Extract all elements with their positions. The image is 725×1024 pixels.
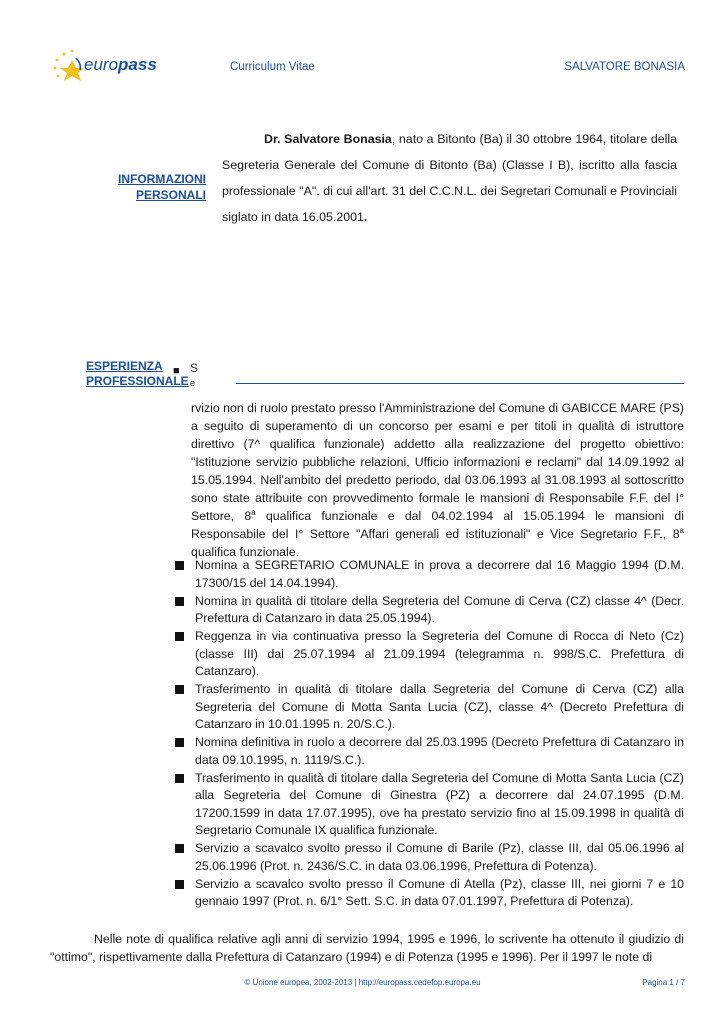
bullet-square-icon: ■: [173, 365, 180, 377]
list-item-text: Servizio a scavalco svolto presso il Comune di Barile (Pz), classe III, dal 05.06.1996 al 25.06.1996 (Prot. n. 2436/S.C. in data 03.06.1996, Prefettura di Potenza).: [195, 841, 684, 873]
logo-stars-icon: [54, 50, 84, 81]
list-item-text: Nomina a SEGRETARIO COMUNALE in prova a decorrere dal 16 Maggio 1994 (D.M. 17300/15 del 14.04.1994).: [195, 558, 684, 590]
item-text: qualifica funzionale e dal 04.02.1994 al 15.05.1994 le mansioni di Responsabile del I° Settore "Affari generali ed istituzionali" e Vice Segretario F.F., 8: [191, 509, 684, 541]
broken-letter: S: [190, 361, 199, 375]
header-person-name: SALVATORE BONASIA: [564, 61, 685, 73]
label-line: PERSONALI: [135, 188, 206, 202]
header-doc-type: Curriculum Vitae: [230, 61, 315, 73]
label-line: INFORMAZIONI: [118, 172, 206, 186]
item-text: rvizio non di ruolo prestato presso l'Amministrazione del Comune di GABICCE MARE (PS) a seguito di superamento di un concorso per esami e per titoli in qualità di istruttore direttivo (7^ qualifica funzionale) addetto alla realizzazione del progetto obiettivo: "Istituzione servizio pubbliche relazioni, Ufficio informazioni e reclami" dal 14.09.1992 al 15.05.1994. Nell'ambito del predetto periodo, dal 03.06.1993 al 31.08.1993 al sottoscritto sono state attribuite con provvedimento formale le mansioni di Responsabile F.F. del I° Settore, 8: [191, 401, 684, 523]
bullet-square-icon: [175, 844, 184, 853]
bullet-square-icon: [175, 880, 184, 889]
bullet-square-icon: [175, 561, 184, 570]
personal-info-paragraph: [222, 126, 677, 230]
list-item: [175, 628, 684, 681]
list-item-text: Nomina definitiva in ruolo a decorrere dal 25.03.1995 (Decreto Prefettura di Catanzaro in data 09.10.1995, n. 1119/S.C.).: [195, 735, 684, 767]
personal-info-text: , nato a Bitonto (Ba) il 30 ottobre 1964, titolare della Segreteria Generale del Comune di Bitonto (Ba) (Classe I B), iscritto alla fascia professionale "A". di cui all'art. 31 del C.C.N.L. dei Segretari Comunali e Provinciali siglato in data 16.05.2001: [222, 132, 677, 224]
section-label-personal-info: [100, 171, 206, 203]
list-item: [175, 770, 684, 840]
experience-list: [175, 557, 684, 911]
bullet-square-icon: [175, 632, 184, 641]
bullet-square-icon: [175, 738, 184, 747]
list-item-text: Servizio a scavalco svolto presso il Comune di Atella (Pz), classe III, nei giorni 7 e 10 gennaio 1997 (Prot. n. 6/1° Sett. S.C. in data 07.01.1997, Prefettura di Potenza).: [195, 876, 684, 908]
section-divider: [236, 383, 684, 384]
broken-letter: e: [190, 378, 196, 388]
footer-copyright[interactable]: © Unione europea, 2002-2013 | http://europass.cedefop.europa.eu: [244, 978, 481, 987]
experience-first-item: [191, 399, 684, 561]
list-item: [175, 593, 684, 628]
bullet-square-icon: [175, 597, 184, 606]
logo-wordmark: europass: [84, 55, 157, 74]
list-item-text: Trasferimento in qualità di titolare dalla Segreteria del Comune di Motta Santa Lucia (CZ) alla Segreteria del Comune di Ginestra (PZ) a decorrere dal 24.07.1995 (D.M. 17200.1599 in data 17.07.1995), ove ha prestato servizio fino al 15.09.1998 in qualità di Segretario Comunale IX qualifica funzionale.: [195, 770, 684, 837]
bullet-square-icon: [175, 685, 184, 694]
person-full-name: Dr. Salvatore Bonasia: [264, 132, 392, 146]
label-line: ESPERIENZA: [86, 359, 163, 373]
superscript: a: [251, 507, 256, 517]
list-item: [175, 840, 684, 875]
item-text: qualifica funzionale.: [191, 545, 300, 559]
label-line: PROFESSIONALE: [86, 374, 189, 388]
superscript: a: [679, 525, 684, 535]
list-item-text: Nomina in qualità di titolare della Segreteria del Comune di Cerva (CZ) classe 4^ (Decr. Prefettura di Catanzaro in data 25.05.1994).: [195, 593, 684, 625]
list-item: [175, 876, 684, 911]
footer-page-number: Pagina 1 / 7: [642, 978, 685, 987]
closing-text: Nelle note di qualifica relative agli anni di servizio 1994, 1995 e 1996, lo scrivente ha ottenuto il giudizio di "ottimo", rispettivamente dalla Prefettura di Catanzaro (1994) e di Potenza (1995 e 1996). Per il 1997 le note di: [50, 932, 684, 964]
list-item: [175, 681, 684, 734]
list-item: [175, 734, 684, 769]
paragraph-end: .: [363, 210, 368, 224]
closing-paragraph: [50, 930, 684, 966]
list-item: [175, 557, 684, 592]
list-item-text: Trasferimento in qualità di titolare dalla Segreteria del Comune di Cerva (CZ) alla Segreteria del Comune di Motta Santa Lucia (CZ), classe 4^ (Decreto Prefettura di Catanzaro in 10.01.1995 n. 20/S.C.).: [195, 682, 684, 731]
list-item-text: Reggenza in via continuativa presso la Segreteria del Comune di Rocca di Neto (Cz) (classe III) dal 25.07.1994 al 21.09.1994 (telegramma n. 998/S.C. Prefettura di Catanzaro).: [195, 629, 684, 678]
bullet-square-icon: [175, 774, 184, 783]
